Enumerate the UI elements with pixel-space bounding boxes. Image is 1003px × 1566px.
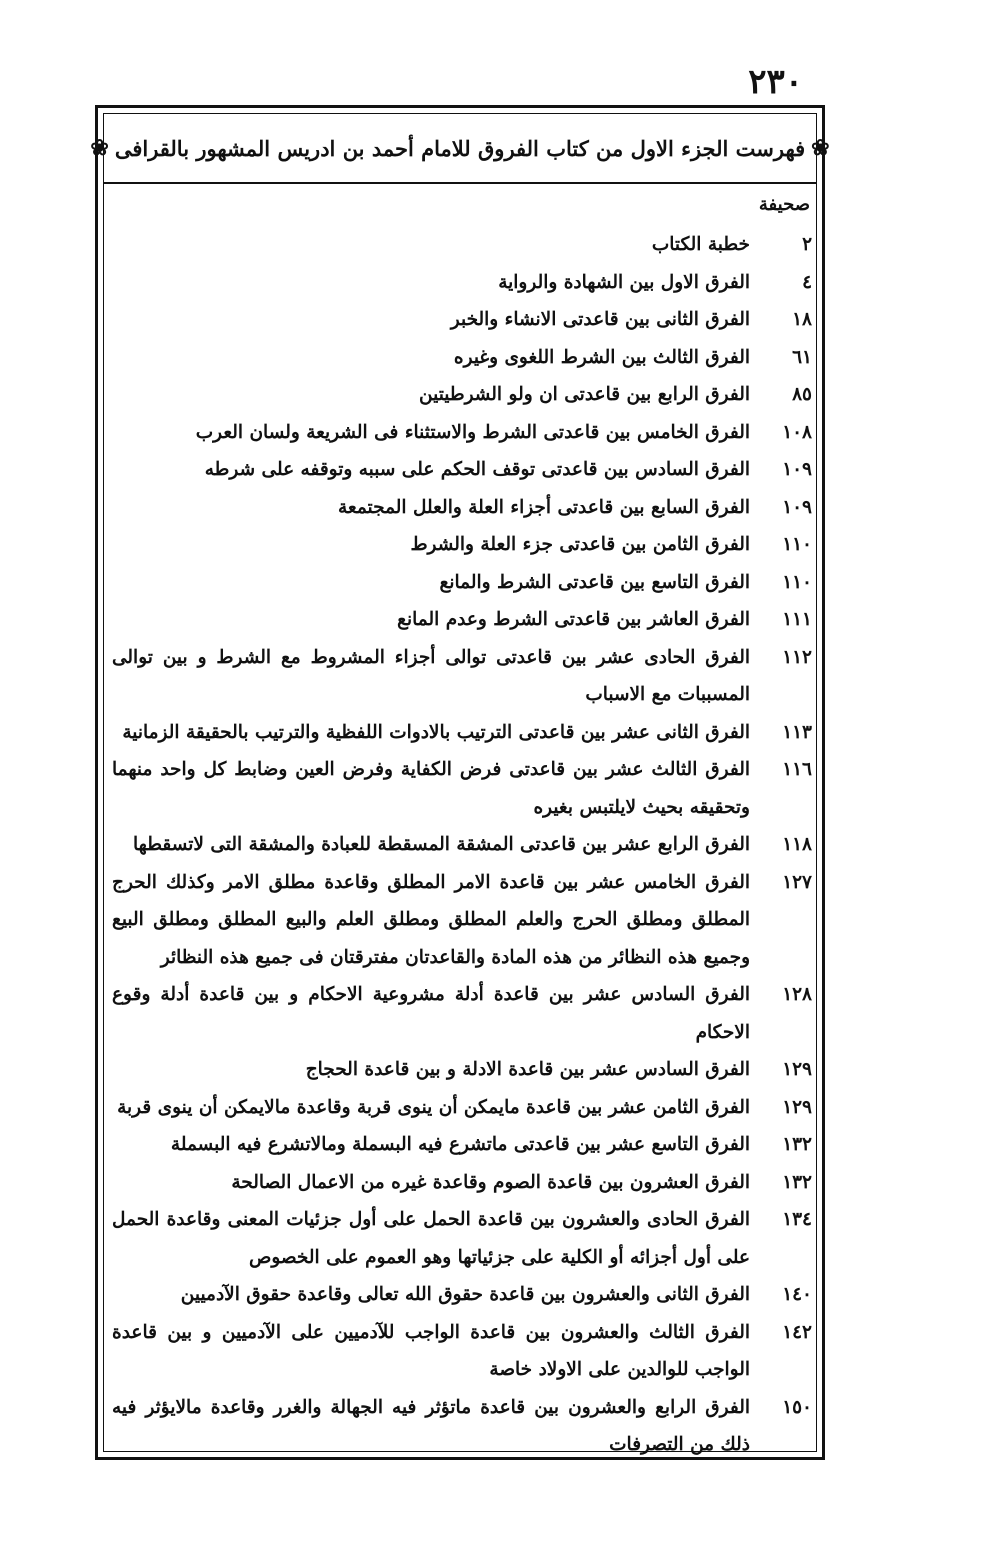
toc-entry	[112, 826, 816, 864]
page-frame-inner	[90, 113, 830, 1455]
toc-entry	[112, 601, 816, 639]
toc-entry-page: ١٥٠	[782, 1396, 812, 1418]
toc-entry-page: ٨٥	[792, 384, 812, 405]
toc-entry-title: الفرق الرابع والعشرون بين قاعدة ماتؤثر فيه الجهالة والغرر وقاعدة مالايؤثر فيه ذلك من التصرفات	[112, 1396, 750, 1455]
toc-entry-page: ١١١	[782, 609, 812, 630]
toc-entry-title: الفرق التاسع بين قاعدتى الشرط والمانع	[439, 571, 750, 593]
toc-entry	[112, 451, 816, 489]
toc-entry-title: الفرق الثانى بين قاعدتى الانشاء والخبر	[450, 309, 750, 330]
toc-entry	[112, 1276, 816, 1314]
ornament-right-icon: ❀	[811, 135, 830, 161]
toc-entry-page: ٢	[802, 234, 812, 255]
toc-entry-page: ١٤٠	[782, 1284, 812, 1305]
toc-entry-page: ١٢٨	[782, 984, 812, 1005]
toc-entry-title: الفرق العاشر بين قاعدتى الشرط وعدم المانع	[397, 609, 750, 630]
toc-entry	[112, 301, 816, 339]
toc-entry-title: خطبة الكتاب	[651, 234, 750, 255]
toc-entry	[112, 1389, 816, 1464]
toc-entry-page: ١٠٩	[782, 496, 812, 518]
toc-entry-page: ١١٢	[782, 646, 812, 668]
toc-entry-page: ١٠٨	[782, 421, 812, 443]
toc-entry-title: الفرق الحادى والعشرون بين قاعدة الحمل على أول جزئيات المعنى وقاعدة الحمل على أول أجزائه أو الكلية على جزئياتها وهو العموم على الخصوص	[112, 1209, 750, 1268]
toc-entry	[112, 1201, 816, 1276]
toc-entry	[112, 564, 816, 602]
toc-entry-title: الفرق الخامس عشر بين قاعدة الامر المطلق وقاعدة مطلق الامر وكذلك الحرج المطلق ومطلق الحرج والعلم المطلق ومطلق العلم والبيع المطلق ومطلق البيع وجميع هذه النظائر من هذه المادة والقاعدتان مفترقتان فى جميع هذه النظائر	[112, 871, 750, 968]
toc-entry-title: الفرق الثامن عشر بين قاعدة مايمكن أن ينوى قربة وقاعدة مالايمكن أن ينوى قربة	[117, 1096, 750, 1118]
index-header-title: فهرست الجزء الاول من كتاب الفروق للامام أحمد بن ادريس المشهور بالقرافى	[114, 135, 806, 161]
toc-entry-title: الفرق الرابع بين قاعدتى ان ولو الشرطيتين	[419, 384, 750, 405]
toc-entry-title: الفرق الثالث بين الشرط اللغوى وغيره	[453, 346, 750, 368]
toc-entry	[112, 414, 816, 452]
toc-entry-page: ١٣٤	[782, 1209, 812, 1230]
toc-entry-title: الفرق الاول بين الشهادة والرواية	[498, 271, 750, 293]
toc-entry	[112, 751, 816, 826]
toc-entry-page: ١٢٩	[782, 1059, 812, 1080]
toc-entry-page: ٦١	[792, 346, 812, 368]
toc-entry	[112, 376, 816, 414]
toc-entry-title: الفرق السادس عشر بين قاعدة الادلة و بين قاعدة الحجاج	[305, 1059, 750, 1080]
page-frame	[90, 105, 830, 1460]
toc-entry-title: الفرق الرابع عشر بين قاعدتى المشقة المسقطة للعبادة والمشقة التى لاتسقطها	[133, 834, 750, 855]
toc-entry-title: الفرق العشرون بين قاعدة الصوم وقاعدة غيره من الاعمال الصالحة	[231, 1171, 750, 1193]
toc-entry-title: الفرق السادس عشر بين قاعدة أدلة مشروعية الاحكام و بين قاعدة أدلة وقوع الاحكام	[112, 984, 750, 1043]
toc-entry-title: الفرق السابع بين قاعدتى أجزاء العلة والعلل المجتمعة	[338, 496, 750, 518]
toc-entry-title: الفرق الثانى والعشرون بين قاعدة حقوق الله تعالى وقاعدة حقوق الآدميين	[180, 1284, 750, 1305]
toc-entry-title: الفرق الثامن بين قاعدتى جزء العلة والشرط	[410, 534, 750, 555]
toc-entry-page: ١٠٩	[782, 459, 812, 480]
ornament-left-icon: ❀	[90, 135, 109, 161]
toc-entry	[112, 339, 816, 377]
toc-entry	[112, 526, 816, 564]
toc-entry-page: ١٤٢	[782, 1321, 812, 1343]
toc-entry	[112, 639, 816, 714]
page-column-label: صحيفة	[758, 194, 810, 215]
toc-entry	[112, 226, 816, 264]
toc-entry-title: الفرق الثالث والعشرون بين قاعدة الواجب للآدميين على الآدميين و بين قاعدة الواجب للوالدين على الاولاد خاصة	[112, 1321, 750, 1380]
toc-entry-title: الفرق الثالث عشر بين قاعدتى فرض الكفاية وفرض العين وضابط كل واحد منهما وتحقيقه بحيث لايلتبس بغيره	[112, 759, 750, 818]
toc-entry-page: ١١٠	[782, 571, 812, 593]
toc-entry-title: الفرق التاسع عشر بين قاعدتى ماتشرع فيه البسملة ومالاتشرع فيه البسملة	[170, 1134, 750, 1155]
toc-entry	[112, 1314, 816, 1389]
toc-entry	[112, 1164, 816, 1202]
toc-entry	[112, 1126, 816, 1164]
toc-entry	[112, 264, 816, 302]
toc-entry-page: ١١٦	[782, 759, 812, 780]
toc-entry-page: ١٢٩	[782, 1096, 812, 1118]
toc-entry-page: ١٣٢	[782, 1134, 812, 1155]
page-number: ٢٣٠	[748, 62, 803, 102]
toc-entry-title: الفرق السادس بين قاعدتى توقف الحكم على سببه وتوقفه على شرطه	[204, 459, 750, 480]
toc-entry-page: ١١٠	[782, 534, 812, 555]
toc-entry-title: الفرق الخامس بين قاعدتى الشرط والاستثناء فى الشريعة ولسان العرب	[195, 421, 750, 443]
toc-entry	[112, 864, 816, 977]
toc-entry	[112, 1051, 816, 1089]
toc-entry	[112, 976, 816, 1051]
index-header	[90, 114, 830, 184]
toc-entry-page: ١٢٧	[782, 871, 812, 893]
toc-entry-page: ١١٨	[782, 834, 812, 855]
toc-entry-page: ٤	[802, 271, 812, 293]
toc-entry	[112, 714, 816, 752]
toc-entry-page: ١١٣	[782, 721, 812, 743]
toc-list	[112, 226, 816, 1464]
toc-entry-page: ١٣٢	[782, 1171, 812, 1193]
toc-entry-page: ١٨	[792, 309, 812, 330]
toc-entry	[112, 489, 816, 527]
toc-entry-title: الفرق الثانى عشر بين قاعدتى الترتيب بالادوات اللفظية والترتيب بالحقيقة الزمانية	[122, 721, 750, 743]
toc-entry	[112, 1089, 816, 1127]
toc-entry-title: الفرق الحادى عشر بين قاعدتى توالى أجزاء المشروط مع الشرط و بين توالى المسببات مع الاسباب	[112, 646, 750, 705]
